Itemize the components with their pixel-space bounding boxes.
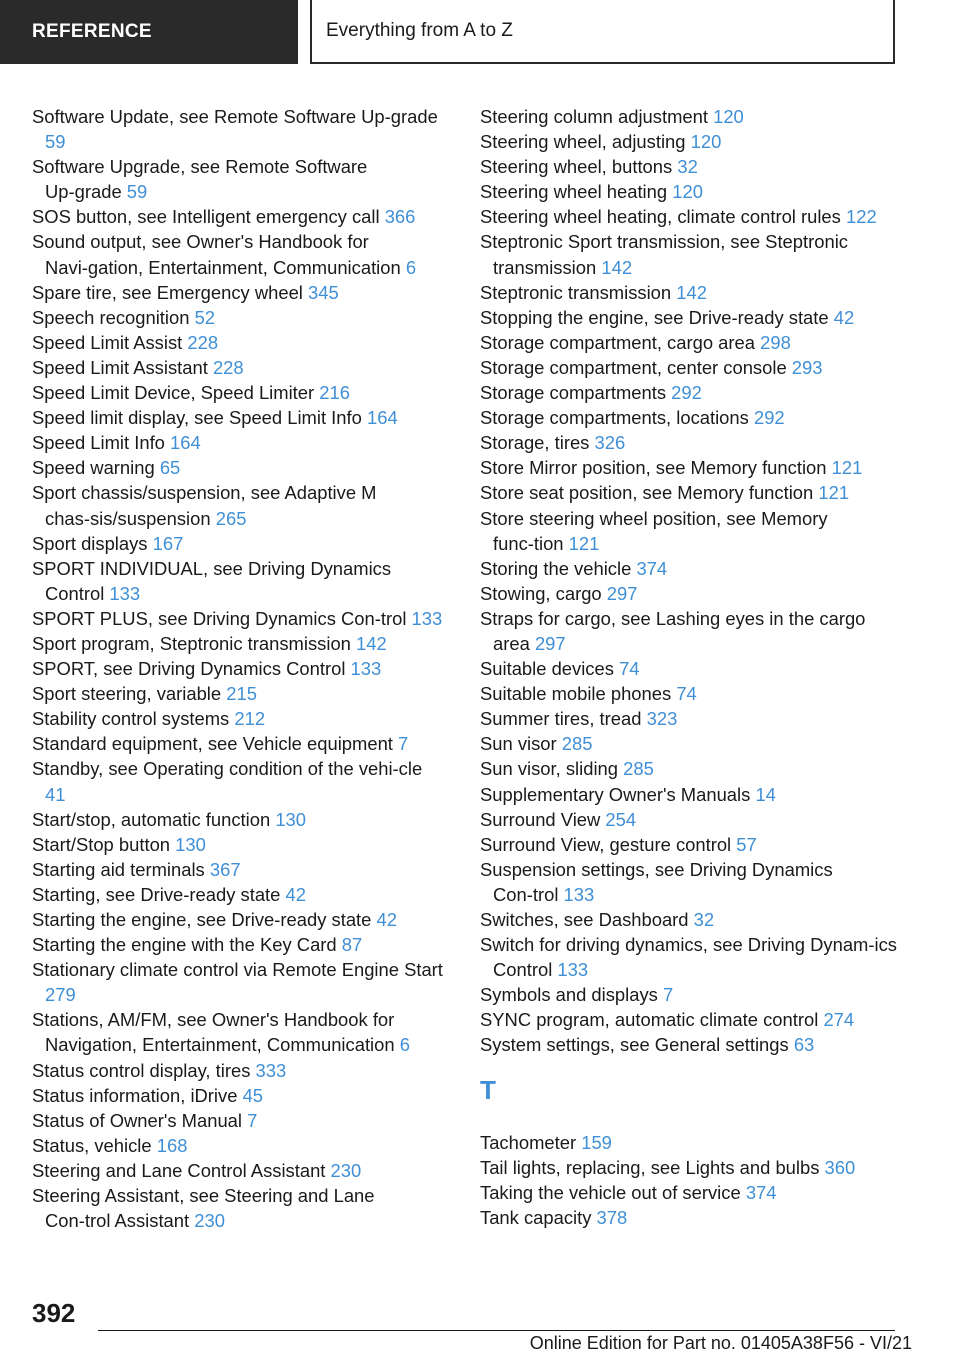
index-term: Steptronic Sport transmission, see Steptronic transmission [480, 231, 848, 278]
chapter-title: Everything from A to Z [326, 20, 513, 41]
index-entry [480, 154, 900, 179]
page-link[interactable]: 63 [793, 1034, 815, 1056]
index-term: Surround View [480, 808, 601, 830]
page-link[interactable]: 230 [194, 1210, 225, 1232]
page-link[interactable]: 7 [398, 733, 409, 755]
page-link[interactable]: 360 [824, 1156, 856, 1178]
index-term: Taking the vehicle out of service [480, 1181, 741, 1203]
index-entry [32, 731, 444, 756]
index-entry [480, 129, 900, 154]
index-term: Start/stop, automatic function [32, 808, 271, 830]
page-link[interactable]: 323 [646, 708, 678, 730]
index-entry [32, 531, 444, 556]
index-term: Stations, AM/FM, see Owner's Handbook for Navigation, Entertainment, Communication [32, 1009, 395, 1056]
index-term: Stationary climate control via Remote Engine Start [32, 959, 443, 981]
index-entry [480, 1205, 900, 1230]
index-term: Status information, iDrive [32, 1084, 238, 1106]
section-label: REFERENCE [32, 21, 152, 42]
index-term: Steering wheel heating [480, 181, 668, 203]
index-term: Standby, see Operating condition of the vehi‑cle [32, 758, 423, 780]
index-entry [480, 405, 900, 430]
page-link[interactable]: 168 [156, 1134, 188, 1156]
index-entry [480, 380, 900, 405]
index-term: Stability control systems [32, 708, 230, 730]
index-term: Store Mirror position, see Memory function [480, 457, 827, 479]
index-term: SPORT, see Driving Dynamics Control [32, 658, 346, 680]
page-link[interactable]: 122 [845, 206, 877, 228]
index-entry [32, 681, 444, 706]
index-entry [32, 1007, 444, 1057]
page-link[interactable]: 52 [194, 306, 216, 328]
index-term: Store steering wheel position, see Memory func‑tion [480, 507, 828, 554]
page-link[interactable]: 345 [308, 281, 339, 303]
page-link[interactable]: 87 [341, 934, 363, 956]
index-term: Speed limit display, see Speed Limit Info [32, 407, 362, 429]
index-entry [480, 782, 900, 807]
index-term: Summer tires, tread [480, 708, 642, 730]
index-entry [480, 430, 900, 455]
index-entry [480, 355, 900, 380]
index-term: Speed Limit Info [32, 432, 165, 454]
page-link[interactable]: 216 [319, 382, 350, 404]
index-entry [480, 1155, 900, 1180]
page-link[interactable]: 74 [676, 683, 697, 705]
index-entry [480, 932, 900, 982]
page-link[interactable]: 374 [636, 557, 668, 579]
index-term: Software Update, see Remote Software Up‑grade [32, 106, 438, 127]
page-link[interactable]: 215 [226, 683, 257, 705]
index-entry [32, 104, 444, 154]
index-term: Storage, tires [480, 432, 590, 454]
page-link[interactable]: 42 [376, 909, 397, 930]
index-entry [480, 581, 900, 606]
index-entry [32, 204, 444, 229]
index-entry [480, 330, 900, 355]
index-entry [32, 1083, 444, 1108]
page-link[interactable]: 65 [159, 457, 181, 479]
page-link[interactable]: 121 [568, 532, 600, 554]
index-term: Spare tire, see Emergency wheel [32, 281, 303, 303]
page-link[interactable]: 265 [215, 507, 247, 529]
page-link[interactable]: 254 [605, 808, 637, 830]
index-entry [32, 1108, 444, 1133]
page-link[interactable]: 212 [234, 708, 266, 730]
index-term: Suitable mobile phones [480, 683, 672, 705]
index-entry [32, 380, 444, 405]
index-term: Storage compartment, center console [480, 356, 787, 378]
page-link[interactable]: 366 [384, 206, 416, 228]
index-term: Suitable devices [480, 658, 614, 680]
index-entry [32, 229, 444, 279]
page-link[interactable]: 293 [791, 356, 823, 378]
index-term: Sport displays [32, 532, 148, 554]
page-link[interactable]: 120 [713, 106, 744, 127]
index-entry [480, 706, 900, 731]
page-link[interactable]: 6 [405, 256, 417, 278]
index-term: Standard equipment, see Vehicle equipment [32, 733, 393, 755]
page-link[interactable]: 14 [755, 783, 776, 805]
page-link[interactable]: 120 [690, 131, 722, 153]
page-link[interactable]: 285 [561, 733, 593, 755]
index-entry [32, 631, 444, 656]
page-link[interactable]: 130 [275, 808, 306, 830]
index-term: Starting the engine with the Key Card [32, 934, 337, 956]
page-link[interactable]: 121 [831, 457, 863, 479]
page-link[interactable]: 120 [672, 181, 703, 203]
page-link[interactable]: 6 [399, 1034, 410, 1056]
index-term: Starting aid terminals [32, 858, 205, 880]
index-entry [480, 1130, 900, 1155]
index-entry [32, 305, 444, 330]
index-entry [480, 756, 900, 781]
index-term: SPORT PLUS, see Driving Dynamics Con‑trol [32, 607, 407, 629]
page-link[interactable]: 42 [285, 883, 306, 905]
index-column-right [480, 104, 900, 1230]
page-link[interactable]: 133 [350, 658, 382, 680]
index-entry [32, 807, 444, 832]
index-entry [32, 405, 444, 430]
page-link[interactable]: 133 [563, 883, 595, 905]
page-link[interactable]: 142 [676, 281, 707, 303]
page-link[interactable]: 297 [534, 632, 566, 654]
index-term: Steering wheel, adjusting [480, 131, 686, 153]
index-entry [480, 982, 900, 1007]
page-link[interactable]: 7 [247, 1109, 258, 1131]
index-term: Starting, see Drive-ready state [32, 883, 281, 905]
index-entry [480, 1007, 900, 1032]
index-entry [32, 556, 444, 606]
index-term: Speed Limit Assist [32, 331, 183, 353]
index-entry [32, 280, 444, 305]
page-link[interactable]: 367 [209, 858, 241, 880]
index-entry [480, 179, 900, 204]
page-link[interactable]: 59 [45, 131, 66, 153]
index-term: Sound output, see Owner's Handbook for Navi‑gation, Entertainment, Communication [32, 231, 401, 278]
index-entry [32, 1183, 444, 1233]
page-link[interactable]: 228 [187, 331, 219, 353]
page-link[interactable]: 292 [671, 382, 702, 404]
index-entry [32, 832, 444, 857]
index-entry [32, 907, 444, 932]
index-group-s [480, 104, 900, 1058]
chapter-header [310, 0, 895, 64]
index-term: Sport steering, variable [32, 683, 222, 705]
page-link[interactable]: 142 [601, 256, 633, 278]
index-entry [480, 857, 900, 907]
index-entry [32, 756, 444, 806]
page-link[interactable]: 7 [663, 984, 674, 1006]
index-term: Steptronic transmission [480, 281, 672, 303]
index-entry [480, 1180, 900, 1205]
index-term: Starting the engine, see Drive-ready state [32, 909, 372, 930]
page-link[interactable]: 326 [594, 432, 626, 454]
index-term: Storage compartments [480, 382, 667, 404]
index-entry [32, 330, 444, 355]
index-entry [480, 305, 900, 330]
index-term: Steering column adjustment [480, 106, 708, 127]
page-link[interactable]: 333 [255, 1059, 287, 1081]
page-link[interactable]: 374 [745, 1181, 777, 1203]
index-entry [32, 455, 444, 480]
index-entry [32, 154, 444, 204]
page-link[interactable]: 74 [619, 658, 640, 680]
index-term: Symbols and displays [480, 984, 658, 1006]
index-term: Status, vehicle [32, 1134, 152, 1156]
index-term: Steering Assistant, see Steering and Lane Con‑trol Assistant [32, 1185, 375, 1232]
index-entry [480, 280, 900, 305]
page-link[interactable]: 121 [818, 482, 850, 504]
index-term: Sun visor, sliding [480, 758, 619, 780]
index-term: Tank capacity [480, 1206, 592, 1228]
index-entry [32, 706, 444, 731]
index-term: Storage compartments, locations [480, 407, 749, 429]
footer-divider [98, 1330, 895, 1331]
index-entry [32, 857, 444, 882]
index-entry [480, 204, 900, 229]
index-column-left [32, 104, 444, 1233]
index-entry [32, 656, 444, 681]
index-entry [32, 1133, 444, 1158]
page-link[interactable]: 32 [677, 156, 698, 178]
index-term: Status control display, tires [32, 1059, 251, 1081]
page-link[interactable]: 133 [411, 607, 443, 629]
page-link[interactable]: 42 [833, 306, 855, 328]
page-link[interactable]: 292 [753, 407, 785, 429]
page-link[interactable]: 167 [152, 532, 184, 554]
page-link[interactable]: 285 [623, 758, 654, 780]
page-link[interactable]: 230 [330, 1159, 362, 1181]
page-link[interactable]: 159 [581, 1131, 612, 1153]
index-term: SYNC program, automatic climate control [480, 1009, 819, 1031]
index-term: Tail lights, replacing, see Lights and bulbs [480, 1156, 820, 1178]
index-term: Status of Owner's Manual [32, 1109, 242, 1131]
section-letter-heading: T [480, 1074, 496, 1105]
index-term: Store seat position, see Memory function [480, 482, 814, 504]
index-term: Steering wheel heating, climate control rules [480, 206, 841, 228]
index-group-t [480, 1130, 900, 1230]
index-term: Sport program, Steptronic transmission [32, 632, 351, 654]
index-term: Switch for driving dynamics, see Driving Dynam‑ics Control [480, 934, 897, 981]
index-term: Speech recognition [32, 306, 190, 328]
page-link[interactable]: 164 [366, 407, 398, 429]
page-link[interactable]: 32 [693, 909, 715, 930]
page-link[interactable]: 142 [356, 632, 387, 654]
index-entry [480, 656, 900, 681]
index-entry [32, 932, 444, 957]
index-term: Speed Limit Assistant [32, 356, 208, 378]
page-link[interactable]: 298 [760, 331, 791, 353]
index-entry [480, 556, 900, 581]
index-entry [32, 957, 444, 1007]
index-entry [480, 229, 900, 279]
page-link[interactable]: 378 [596, 1206, 628, 1228]
index-term: Stopping the engine, see Drive-ready state [480, 306, 829, 328]
index-entry [480, 907, 900, 932]
index-term: Steering wheel, buttons [480, 156, 673, 178]
page-link[interactable]: 297 [606, 582, 638, 604]
page-link[interactable]: 274 [823, 1009, 855, 1031]
index-term: Sport chassis/suspension, see Adaptive M chas‑sis/suspension [32, 482, 377, 529]
page-link[interactable]: 41 [45, 783, 66, 805]
index-entry [32, 1158, 444, 1183]
index-term: Speed warning [32, 457, 155, 479]
index-entry [32, 480, 444, 530]
page-number: 392 [32, 1298, 76, 1328]
index-term: SPORT INDIVIDUAL, see Driving Dynamics Control [32, 557, 392, 604]
page-link[interactable]: 164 [170, 432, 201, 454]
page-link[interactable]: 228 [212, 356, 244, 378]
index-term: Software Upgrade, see Remote Software Up‑grade [32, 156, 368, 203]
index-entry [480, 681, 900, 706]
index-term: Start/Stop button [32, 833, 171, 855]
index-term: Suspension settings, see Driving Dynamics Con‑trol [480, 858, 833, 905]
index-entry [480, 807, 900, 832]
index-entry [480, 506, 900, 556]
index-term: Straps for cargo, see Lashing eyes in the cargo area [480, 607, 866, 654]
index-term: Stowing, cargo [480, 582, 602, 604]
page-link[interactable]: 45 [242, 1084, 264, 1106]
page-link[interactable]: 130 [175, 833, 206, 855]
index-entry [32, 882, 444, 907]
index-term: System settings, see General settings [480, 1034, 789, 1056]
page-link[interactable]: 279 [45, 984, 76, 1006]
page-link[interactable]: 57 [736, 833, 757, 855]
index-term: Tachometer [480, 1131, 577, 1153]
index-entry [480, 455, 900, 480]
index-term: Surround View, gesture control [480, 833, 732, 855]
index-entry [32, 1058, 444, 1083]
footer-edition: Online Edition for Part no. 01405A38F56 - VI/21 [529, 1333, 912, 1353]
index-entry [480, 104, 900, 129]
section-tab [0, 0, 298, 64]
page-link[interactable]: 133 [109, 582, 141, 604]
index-entry [480, 1032, 900, 1057]
index-entry [480, 731, 900, 756]
index-term: Supplementary Owner's Manuals [480, 783, 751, 805]
index-entry [32, 606, 444, 631]
index-entry [480, 832, 900, 857]
page-link[interactable]: 133 [557, 959, 589, 981]
index-entry [480, 606, 900, 656]
index-term: Speed Limit Device, Speed Limiter [32, 382, 315, 404]
index-term: Steering and Lane Control Assistant [32, 1159, 326, 1181]
index-term: Sun visor [480, 733, 557, 755]
index-entry [32, 355, 444, 380]
page-link[interactable]: 59 [126, 181, 148, 203]
index-term: Storing the vehicle [480, 557, 632, 579]
index-term: SOS button, see Intelligent emergency call [32, 206, 380, 228]
index-entry [480, 480, 900, 505]
index-entry [32, 430, 444, 455]
index-term: Storage compartment, cargo area [480, 331, 755, 353]
index-term: Switches, see Dashboard [480, 909, 689, 930]
